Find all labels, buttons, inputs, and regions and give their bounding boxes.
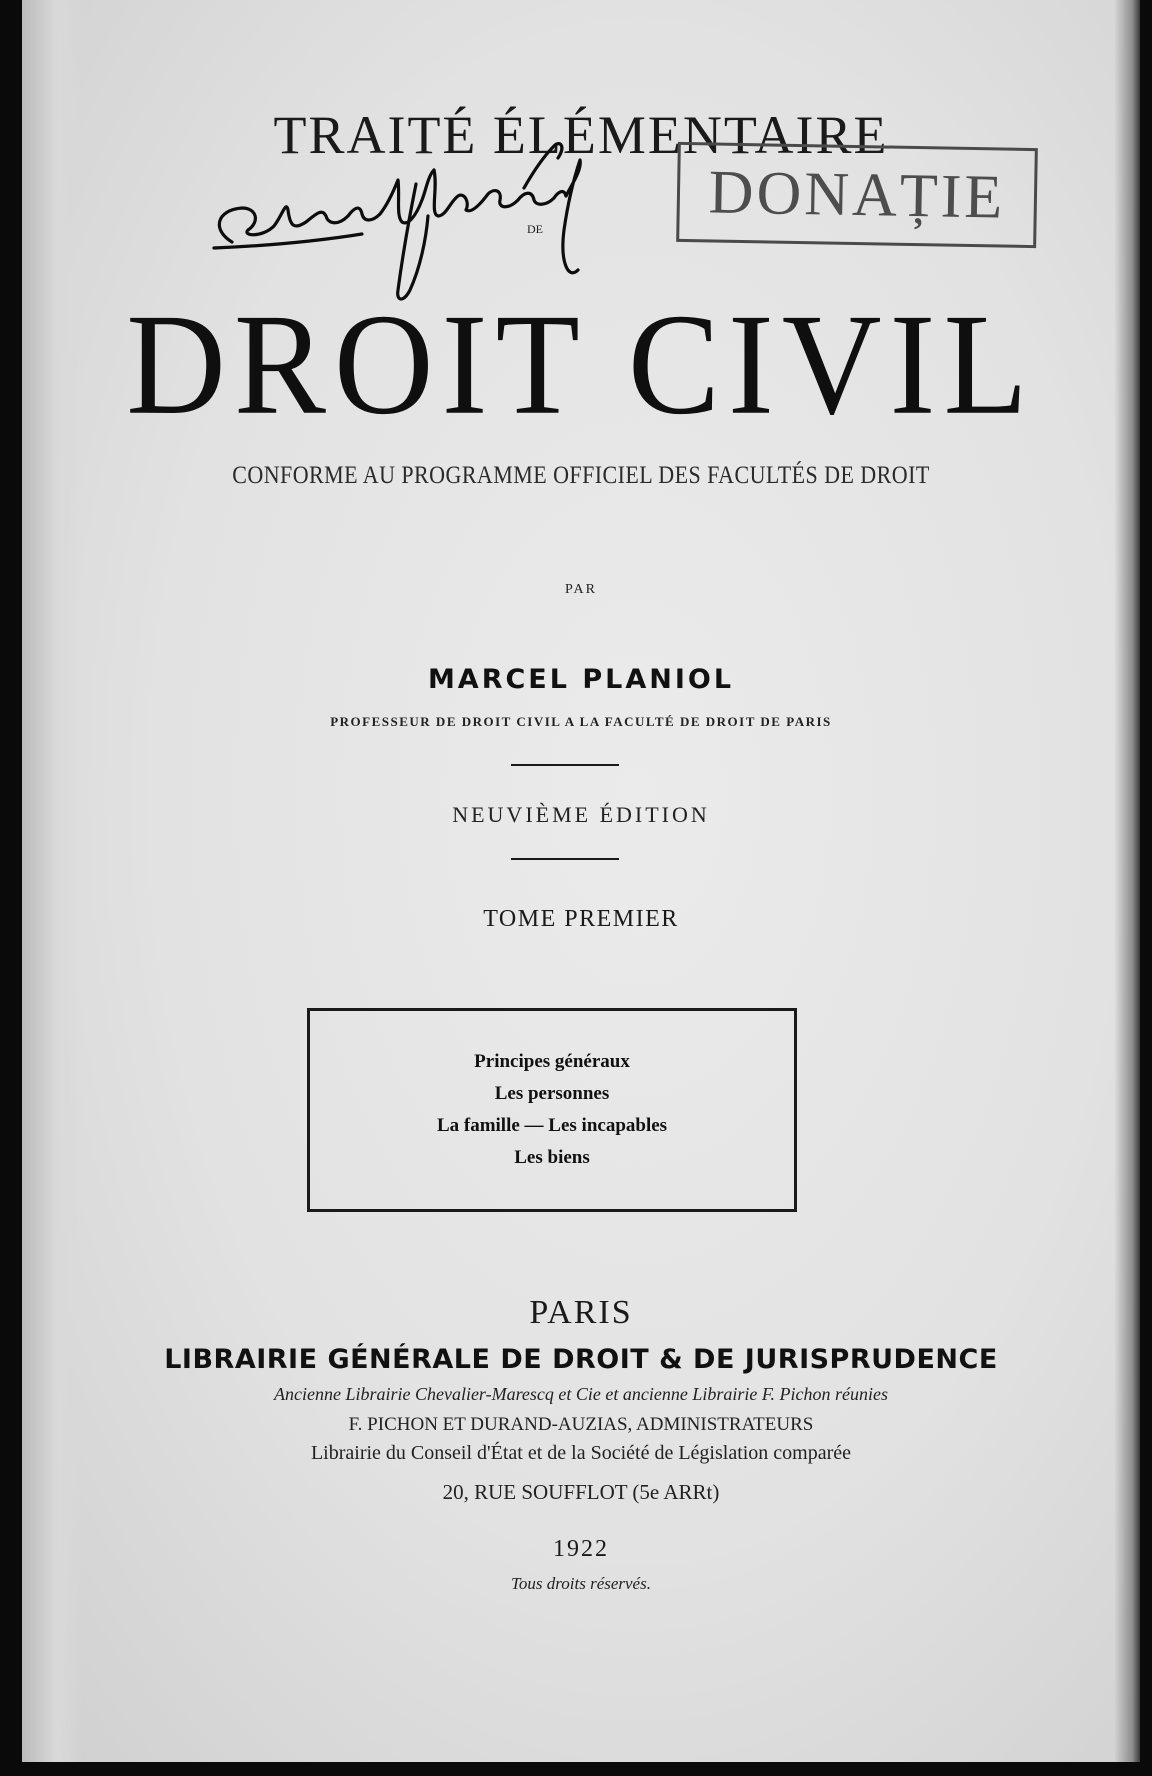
edition: NEUVIÈME ÉDITION: [452, 802, 710, 827]
book-title: TRAITÉ ÉLÉMENTAIRE: [273, 105, 889, 165]
by-label: PAR: [565, 582, 597, 597]
contents-item: La famille — Les incapables: [436, 1115, 668, 1136]
publication-city: PARIS: [529, 1294, 633, 1331]
stamp-text: DONAȚIE: [708, 158, 1006, 232]
volume-label: TOME PREMIER: [483, 906, 679, 932]
author-name: MARCEL PLANIOL: [427, 664, 735, 695]
contents-box: [307, 1008, 797, 1212]
title-connector: DE: [527, 222, 543, 236]
publisher-name: LIBRAIRIE GÉNÉRALE DE DROIT & DE JURISPRUDENCE: [164, 1344, 998, 1375]
contents-item: Les biens: [514, 1147, 590, 1168]
publication-year: 1922: [553, 1536, 609, 1562]
contents-item: Les personnes: [494, 1083, 610, 1104]
author-title: PROFESSEUR DE DROIT CIVIL A LA FACULTÉ DE DROIT DE PARIS: [330, 714, 832, 729]
main-title: DROIT CIVIL: [126, 283, 1036, 445]
donation-stamp: [676, 142, 1038, 248]
subtitle: CONFORME AU PROGRAMME OFFICIEL DES FACULTÉS DE DROIT: [232, 462, 930, 489]
divider-rule: [511, 764, 619, 766]
rights-notice: Tous droits réservés.: [511, 1574, 651, 1593]
contents-item: Principes généraux: [474, 1051, 630, 1072]
title-page: [22, 0, 1140, 1762]
handwritten-signature: [202, 130, 682, 320]
publisher-address: 20, RUE SOUFFLOT (5e ARRt): [442, 1480, 720, 1504]
publisher-affiliation: Librairie du Conseil d'État et de la Société de Législation comparée: [310, 1442, 852, 1464]
publisher-note: Ancienne Librairie Chevalier-Marescq et Cie et ancienne Librairie F. Pichon réunies: [273, 1384, 888, 1404]
divider-rule: [511, 858, 619, 860]
publisher-administrators: F. PICHON ET DURAND-AUZIAS, ADMINISTRATEURS: [348, 1414, 814, 1435]
